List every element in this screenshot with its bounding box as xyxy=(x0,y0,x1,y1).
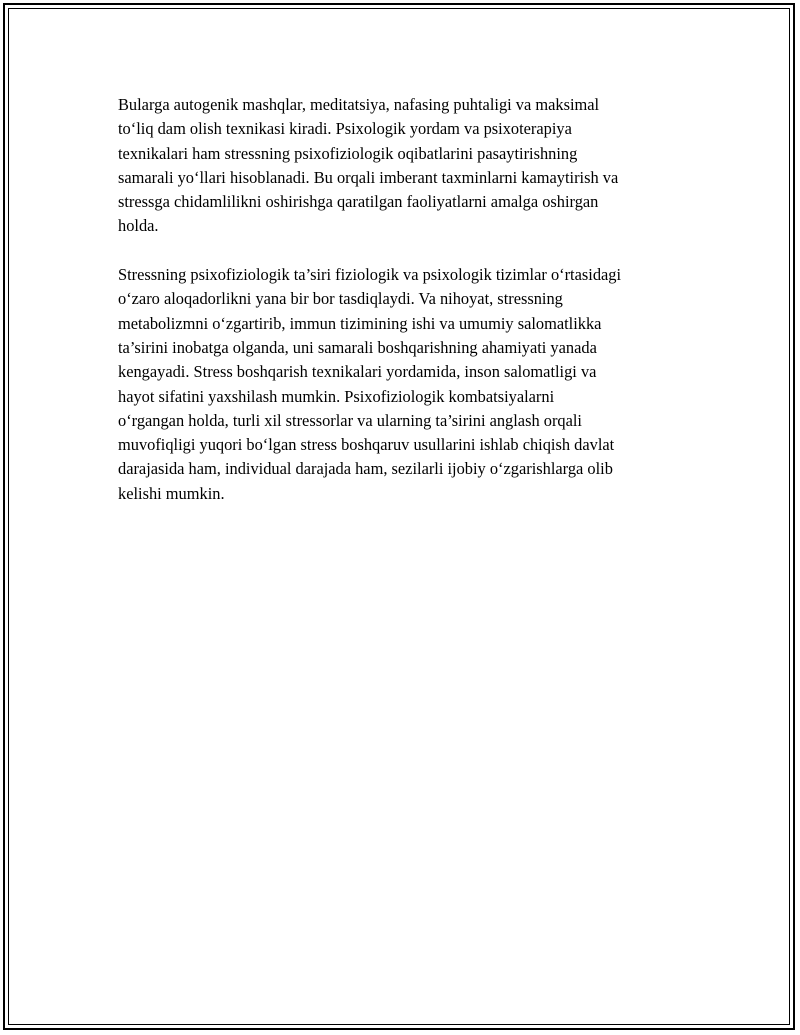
text-line: Bularga autogenik mashqlar, meditatsiya, nafasing puhtaligi va maksimal xyxy=(118,95,600,114)
text-line: kengayadi. Stress boshqarish texnikalari yordamida, inson salomatligi va xyxy=(118,362,597,382)
document-body xyxy=(118,93,693,530)
text-line: Stressning psixofiziologik ta’siri fiziologik va psixologik tizimlar o‘rtasidagi xyxy=(118,265,622,285)
text-line: stressga chidamlilikni oshirishga qaratilgan faoliyatlarni amalga oshirgan xyxy=(118,192,599,212)
text-line: kelishi mumkin. xyxy=(118,483,225,503)
text-line: hayot sifatini yaxshilash mumkin. Psixofiziologik kombatsiyalarni xyxy=(118,386,555,406)
text-line: muvofiqligi yuqori bo‘lgan stress boshqaruv usullarini ishlab chiqish davlat xyxy=(118,435,615,455)
paragraph-2 xyxy=(118,263,693,506)
paragraph-1 xyxy=(118,93,693,239)
text-line: o‘zaro aloqadorlikni yana bir bor tasdiqlaydi. Va nihoyat, stressning xyxy=(118,289,563,309)
text-line: texnikalari ham stressning psixofiziologik oqibatlarini pasaytirishning xyxy=(118,143,578,163)
text-line: samarali yo‘llari hisoblanadi. Bu orqali imberant taxminlarni kamaytirish va xyxy=(118,167,619,187)
text-line: to‘liq dam olish texnikasi kiradi. Psixologik yordam va psixoterapiya xyxy=(118,119,572,139)
text-line: holda. xyxy=(118,216,159,236)
text-line: darajasida ham, individual darajada ham, sezilarli ijobiy o‘zgarishlarga olib xyxy=(118,459,613,479)
text-line: o‘rgangan holda, turli xil stressorlar va ularning ta’sirini anglash orqali xyxy=(118,410,582,430)
text-line: metabolizmni o‘zgartirib, immun tizimining ishi va umumiy salomatlikka xyxy=(118,313,602,333)
text-line: ta’sirini inobatga olganda, uni samarali boshqarishning ahamiyati yanada xyxy=(118,337,597,357)
